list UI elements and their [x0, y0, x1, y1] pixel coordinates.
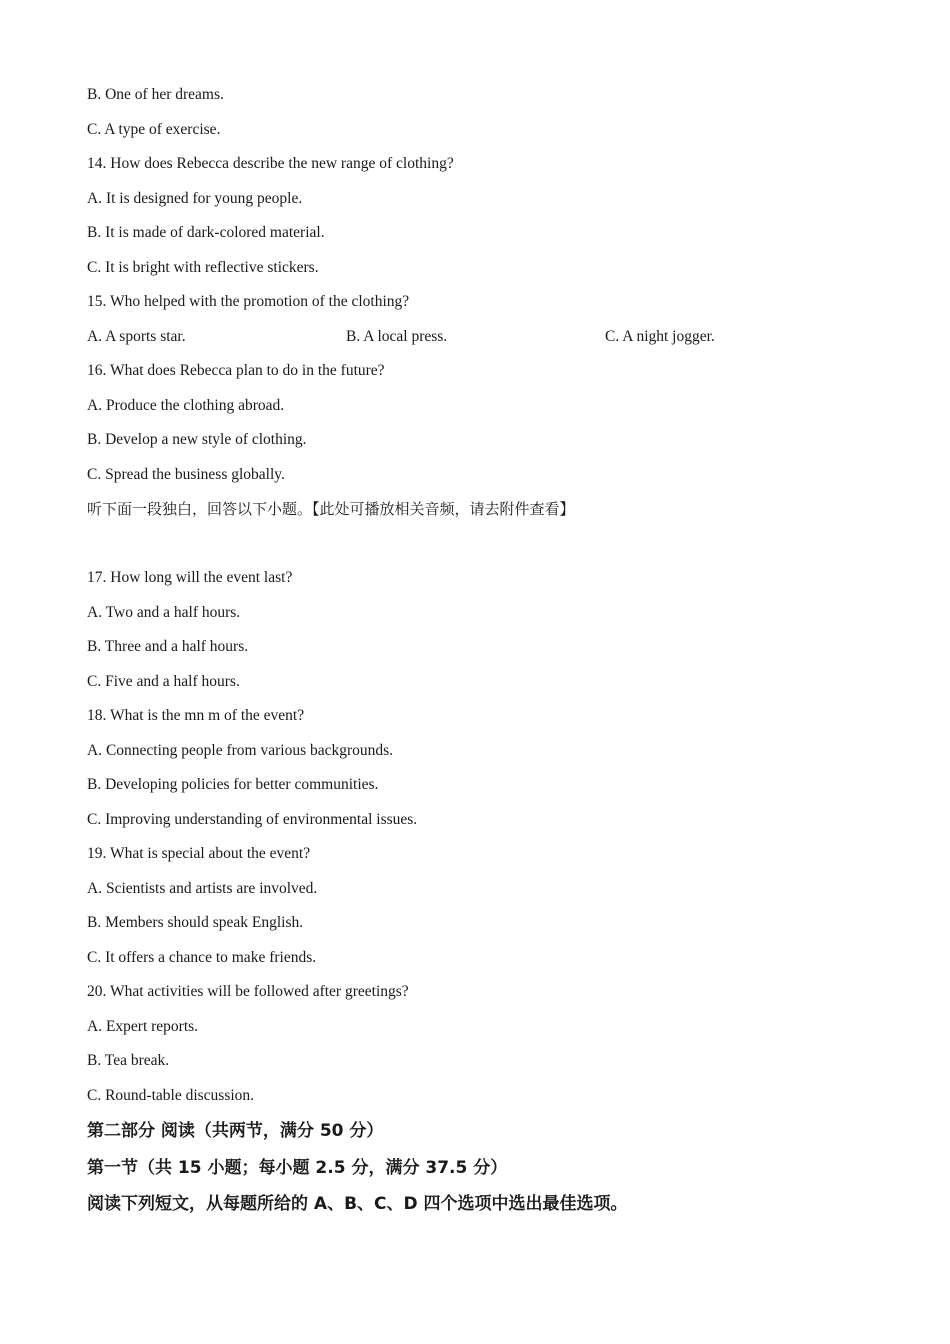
option-18a: A. Connecting people from various backgrounds. — [87, 741, 394, 759]
option-19c: C. It offers a chance to make friends. — [87, 948, 317, 966]
question-14: 14. How does Rebecca describe the new range of clothing? — [87, 155, 454, 172]
option-18b: B. Developing policies for better communities. — [87, 776, 379, 793]
option-15a: A. A sports star. — [87, 327, 186, 345]
option-20a: A. Expert reports. — [87, 1017, 199, 1035]
listening-instruction: 听下面一段独白，回答以下小题。【此处可播放相关音频，请去附件查看】 — [87, 500, 575, 518]
option-17b: B. Three and a half hours. — [87, 638, 249, 655]
question-19: 19. What is special about the event? — [87, 845, 311, 862]
option-15c: C. A night jogger. — [605, 327, 715, 345]
question-17: 17. How long will the event last? — [87, 569, 293, 586]
option-19a: A. Scientists and artists are involved. — [87, 879, 318, 897]
option-20b: B. Tea break. — [87, 1052, 170, 1069]
option-17c: C. Five and a half hours. — [87, 672, 240, 690]
section-heading: 第二部分 阅读（共两节，满分 50 分） — [87, 1121, 384, 1141]
option-14c: C. It is bright with reflective stickers. — [87, 258, 319, 276]
option-14a: A. It is designed for young people. — [87, 189, 303, 207]
option-18c: C. Improving understanding of environmental issues. — [87, 810, 418, 828]
subsection-heading: 第一节（共 15 小题；每小题 2.5 分，满分 37.5 分） — [87, 1157, 508, 1178]
option-16a: A. Produce the clothing abroad. — [87, 396, 285, 414]
question-20: 20. What activities will be followed after greetings? — [87, 983, 409, 1000]
question-15-options — [87, 320, 887, 355]
option-15b: B. A local press. — [346, 327, 448, 345]
question-18: 18. What is the mn m of the event? — [87, 707, 305, 724]
option-16c: C. Spread the business globally. — [87, 465, 285, 483]
option-17a: A. Two and a half hours. — [87, 603, 241, 621]
question-15: 15. Who helped with the promotion of the clothing? — [87, 293, 410, 310]
blank-line — [87, 527, 887, 562]
option-13c: C. A type of exercise. — [87, 120, 221, 138]
exam-page — [87, 78, 887, 1223]
question-16: 16. What does Rebecca plan to do in the future? — [87, 362, 385, 379]
reading-instruction: 阅读下列短文，从每题所给的 A、B、C、D 四个选项中选出最佳选项。 — [87, 1194, 628, 1214]
option-13b: B. One of her dreams. — [87, 86, 224, 103]
option-16b: B. Develop a new style of clothing. — [87, 431, 307, 448]
option-14b: B. It is made of dark-colored material. — [87, 224, 325, 241]
option-19b: B. Members should speak English. — [87, 914, 304, 931]
option-20c: C. Round-table discussion. — [87, 1086, 255, 1104]
